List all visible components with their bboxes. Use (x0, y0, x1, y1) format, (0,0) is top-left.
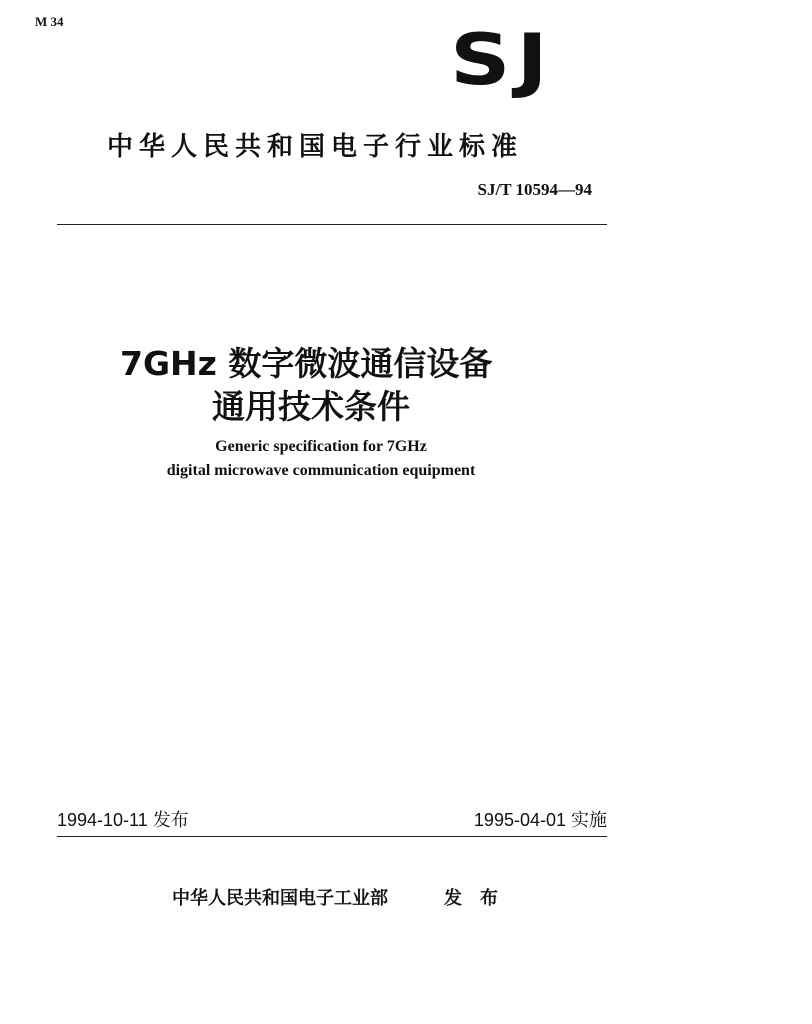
standard-number: SJ/T 10594—94 (477, 180, 592, 199)
sj-logo: SJ (450, 18, 554, 101)
document-title-cn-line1: 7GHz 数字微波通信设备 (120, 344, 493, 383)
standard-category-title: 中华人民共和国电子行业标准 (107, 132, 524, 162)
document-title-cn-line2: 通用技术条件 (212, 387, 410, 426)
classification-code: M 34 (35, 14, 64, 29)
publisher-name: 中华人民共和国电子工业部 (172, 888, 388, 909)
document-title-en-line2: digital microwave communication equipment (166, 462, 476, 479)
bottom-divider (57, 836, 607, 837)
implementation-date: 1995-04-01 实施 (473, 810, 607, 830)
publisher-action: 发布 (444, 888, 516, 909)
top-divider (57, 224, 607, 225)
issue-date: 1994-10-11 发布 (57, 810, 189, 830)
document-title-en-line1: Generic specification for 7GHz (215, 438, 427, 455)
